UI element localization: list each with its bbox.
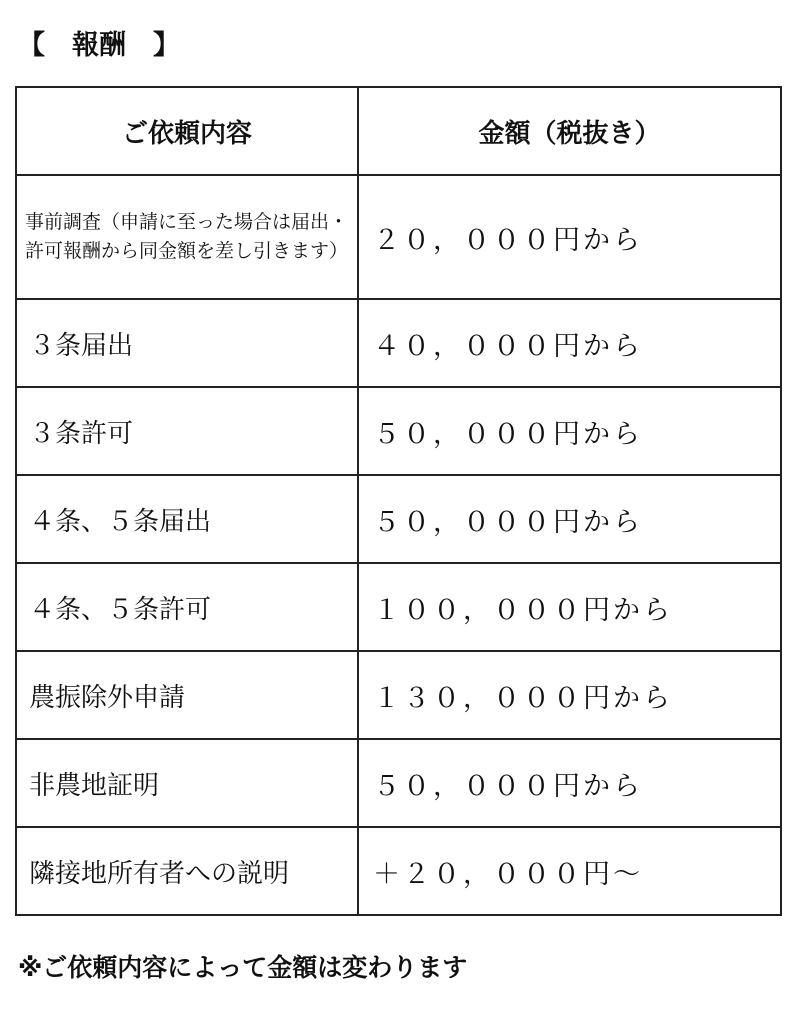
table-header-row	[16, 87, 781, 175]
fee-cell: １３０，０００円から	[358, 651, 781, 739]
table-row	[16, 563, 781, 651]
service-cell: 事前調査（申請に至った場合は届出・許可報酬から同金額を差し引きます）	[16, 175, 358, 299]
fee-cell: ２０，０００円から	[358, 175, 781, 299]
service-cell: ３条届出	[16, 299, 358, 387]
table-row	[16, 175, 781, 299]
fee-cell: ＋２０，０００円～	[358, 827, 781, 915]
table-row	[16, 739, 781, 827]
column-header-service: ご依頼内容	[16, 87, 358, 175]
fee-cell: ５０，０００円から	[358, 475, 781, 563]
service-cell: ３条許可	[16, 387, 358, 475]
table-row	[16, 475, 781, 563]
fee-cell: ４０，０００円から	[358, 299, 781, 387]
table-row	[16, 827, 781, 915]
page-title: 【 報酬 】	[18, 30, 180, 61]
service-cell: 隣接地所有者への説明	[16, 827, 358, 915]
service-cell: ４条、５条許可	[16, 563, 358, 651]
fee-cell: ５０，０００円から	[358, 739, 781, 827]
service-cell: 農振除外申請	[16, 651, 358, 739]
fee-table	[15, 86, 782, 916]
fee-cell: １００，０００円から	[358, 563, 781, 651]
column-header-fee: 金額（税抜き）	[358, 87, 781, 175]
table-row	[16, 651, 781, 739]
service-cell: ４条、５条届出	[16, 475, 358, 563]
table-row	[16, 299, 781, 387]
service-cell: 非農地証明	[16, 739, 358, 827]
fee-cell: ５０，０００円から	[358, 387, 781, 475]
table-row	[16, 387, 781, 475]
footnote: ※ご依頼内容によって金額は変わります	[18, 953, 468, 982]
